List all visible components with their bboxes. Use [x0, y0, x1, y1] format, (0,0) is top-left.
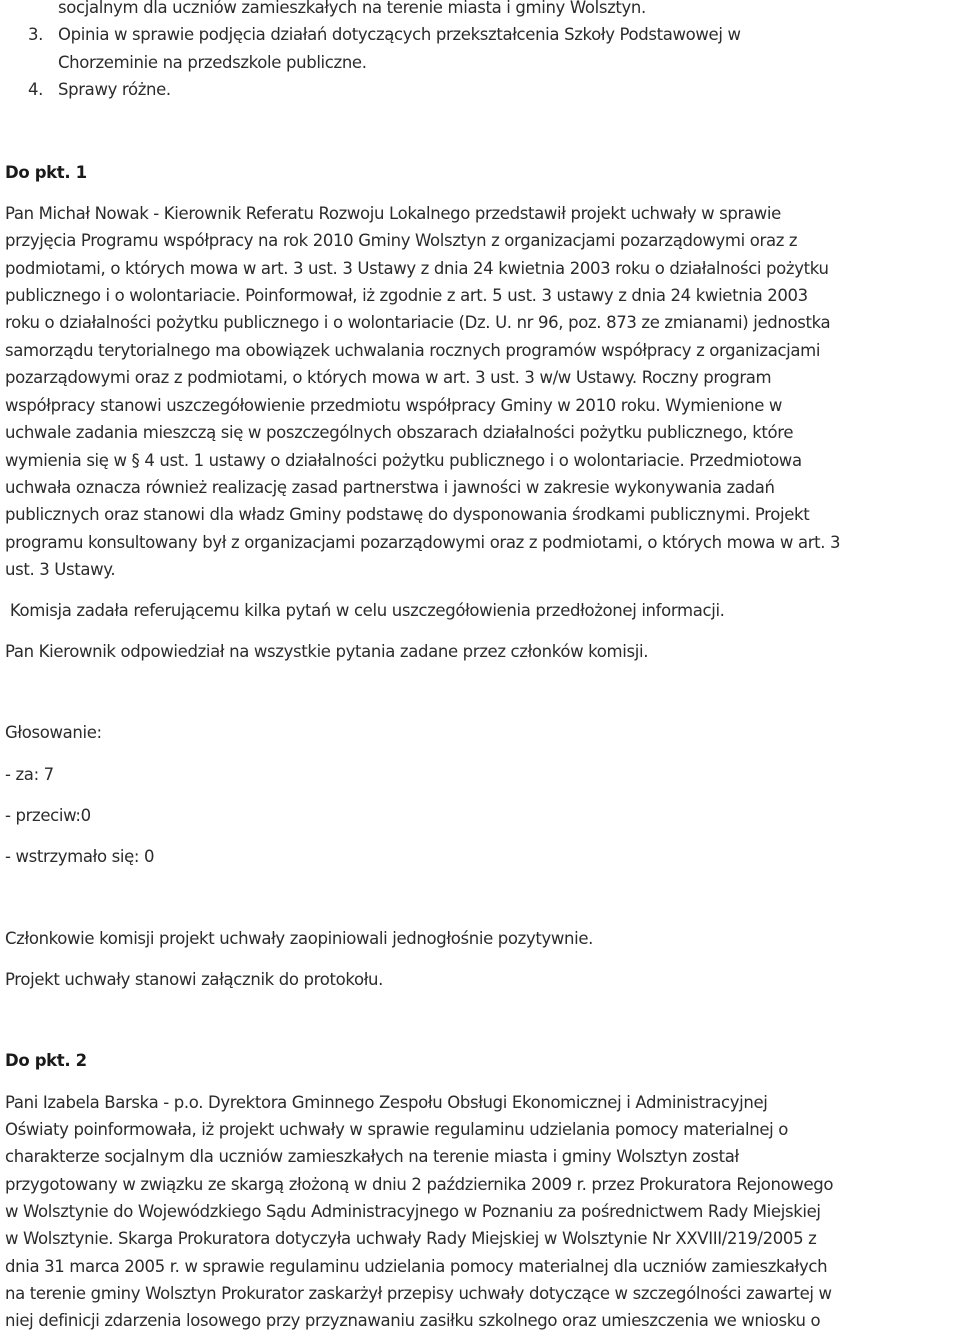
agenda-item-4-number: 4.: [28, 80, 44, 99]
vote-heading: Głosowanie:: [5, 723, 102, 742]
paragraph-line: przyjęcia Programu współpracy na rok 2010 Gminy Wolsztyn z organizacjami pozarządowymi oraz z: [5, 231, 798, 250]
paragraph-line: wymienia się w § 4 ust. 1 ustawy o działalności pożytku publicznego i o wolontariacie. Przedmiotowa: [5, 451, 802, 470]
attachment-note: Projekt uchwały stanowi załącznik do protokołu.: [5, 970, 384, 989]
paragraph-line: dnia 31 marca 2005 r. w sprawie regulaminu udzielania pomocy materialnej dla uczniów zamieszkałych: [5, 1257, 828, 1276]
agenda-item-3-text: Opinia w sprawie podjęcia działań dotyczących przekształcenia Szkoły Podstawowej w: [58, 25, 741, 44]
questions-note: Komisja zadała referującemu kilka pytań w celu uszczegółowienia przedłożonej informacji.: [5, 601, 725, 620]
paragraph-line: roku o działalności pożytku publicznego i o wolontariacie (Dz. U. nr 96, poz. 873 ze zmianami) jednostka: [5, 313, 831, 332]
agenda-item-3-number: 3.: [28, 25, 44, 44]
paragraph-line: w Wolsztynie do Wojewódzkiego Sądu Administracyjnego w Poznaniu za pośrednictwem Rady Miejskiej: [5, 1202, 821, 1221]
section-2-heading: Do pkt. 2: [5, 1051, 87, 1070]
vote-for: - za: 7: [5, 765, 54, 784]
paragraph-line: Pan Michał Nowak - Kierownik Referatu Rozwoju Lokalnego przedstawił projekt uchwały w sprawie: [5, 204, 781, 223]
paragraph-line: charakterze socjalnym dla uczniów zamieszkałych na terenie miasta i gminy Wolsztyn został: [5, 1147, 739, 1166]
paragraph-line: na terenie gminy Wolsztyn Prokurator zaskarżył przepisy uchwały dotyczące w szczególności zawartej w: [5, 1284, 832, 1303]
paragraph-line: publicznych oraz stanowi dla władz Gminy podstawę do dysponowania środkami publicznymi. Projekt: [5, 505, 810, 524]
paragraph-line: pozarządowymi oraz z podmiotami, o których mowa w art. 3 ust. 3 w/w Ustawy. Roczny program: [5, 368, 772, 387]
paragraph-line: przygotowany w związku ze skargą złożoną w dniu 2 października 2009 r. przez Prokuratora Rejonowego: [5, 1175, 834, 1194]
section-1-heading: Do pkt. 1: [5, 163, 87, 182]
vote-abstain: - wstrzymało się: 0: [5, 847, 155, 866]
agenda-item-2-continuation: socjalnym dla uczniów zamieszkałych na terenie miasta i gminy Wolsztyn.: [58, 0, 646, 17]
paragraph-line: podmiotami, o których mowa w art. 3 ust. 3 Ustawy z dnia 24 kwietnia 2003 roku o działalności pożytku: [5, 259, 829, 278]
paragraph-line: uchwała oznacza również realizację zasad partnerstwa i jawności w zakresie wykonywania zadań: [5, 478, 775, 497]
paragraph-line: w Wolsztynie. Skarga Prokuratora dotyczyła uchwały Rady Miejskiej w Wolsztynie Nr XXVIII/219/2005 z: [5, 1229, 817, 1248]
paragraph-line: uchwale zadania mieszczą się w poszczególnych obszarach działalności pożytku publicznego, które: [5, 423, 794, 442]
paragraph-line: samorządu terytorialnego ma obowiązek uchwalania rocznych programów współpracy z organizacjami: [5, 341, 821, 360]
agenda-item-4-text: Sprawy różne.: [58, 80, 171, 99]
paragraph-line: programu konsultowany był z organizacjami pozarządowymi oraz z podmiotami, o których mowa w art. 3: [5, 533, 841, 552]
conclusion-text: Członkowie komisji projekt uchwały zaopiniowali jednogłośnie pozytywnie.: [5, 929, 594, 948]
answers-note: Pan Kierownik odpowiedział na wszystkie pytania zadane przez członków komisji.: [5, 642, 649, 661]
paragraph-line: ust. 3 Ustawy.: [5, 560, 116, 579]
agenda-item-3: [28, 24, 741, 46]
paragraph-line: Pani Izabela Barska - p.o. Dyrektora Gminnego Zespołu Obsługi Ekonomicznej i Administracyjnej: [5, 1093, 768, 1112]
vote-against: - przeciw:0: [5, 806, 91, 825]
agenda-item-4: [28, 79, 171, 101]
agenda-item-3-continuation: Chorzeminie na przedszkole publiczne.: [58, 53, 367, 72]
paragraph-line: publicznego i o wolontariacie. Poinformował, iż zgodnie z art. 5 ust. 3 ustawy z dnia 24 kwietnia 2003: [5, 286, 808, 305]
paragraph-line: współpracy stanowi uszczegółowienie przedmiotu współpracy Gminy w 2010 roku. Wymienione w: [5, 396, 783, 415]
paragraph-line: niej definicji zdarzenia losowego przy przyznawaniu zasiłku szkolnego oraz umieszczenia we wniosku o: [5, 1311, 821, 1330]
paragraph-line: Oświaty poinformowała, iż projekt uchwały w sprawie regulaminu udzielania pomocy materialnej o: [5, 1120, 789, 1139]
